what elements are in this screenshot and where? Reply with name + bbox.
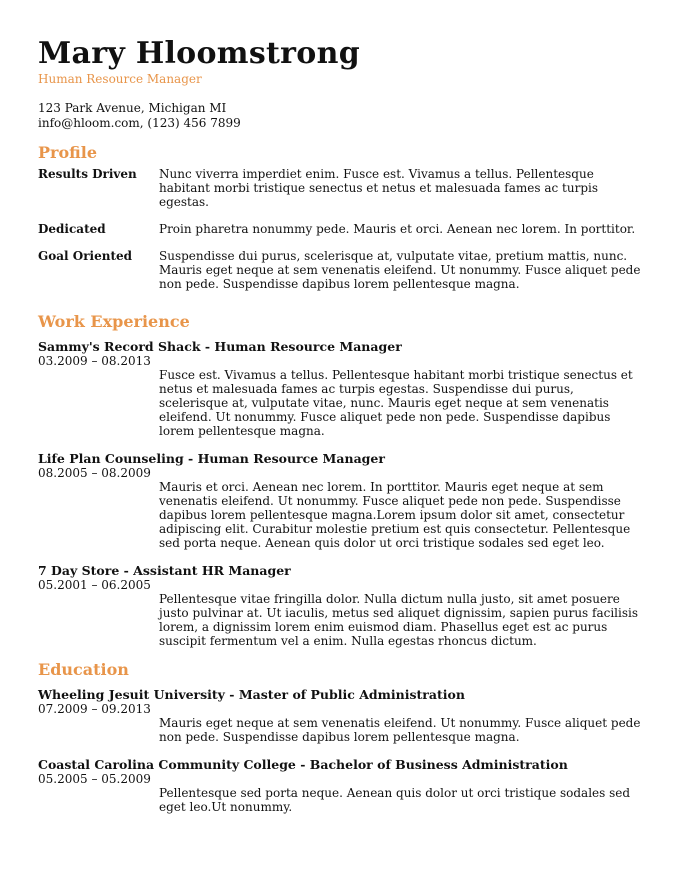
entry-dates: 05.2005 – 05.2009	[38, 772, 151, 786]
work-experience-section	[38, 312, 644, 648]
entry-title: 7 Day Store - Assistant HR Manager	[38, 563, 291, 578]
email-phone: info@hloom.com, (123) 456 7899	[38, 116, 241, 130]
profile-text: Nunc viverra imperdiet enim. Fusce est. Vivamus a tellus. Pellentesque habitant morbi tristique senectus et netus et malesuada fames ac turpis egestas.	[159, 167, 598, 209]
address: 123 Park Avenue, Michigan MI	[38, 101, 227, 115]
resume-name: Mary Hloomstrong	[38, 36, 360, 71]
profile-label: Goal Oriented	[38, 249, 133, 263]
section-title-profile: Profile	[38, 143, 98, 162]
entry-description: Mauris et orci. Aenean nec lorem. In porttitor. Mauris eget neque at sem venenatis eleifend. Ut nonummy. Fusce aliquet pede non pede. Suspendisse dapibus lorem pellentesque magna.Lorem ipsum dolor sit amet, consectetur adipiscing elit. Curabitur molestie pretium est quis consectetur. Pellentesque sed porta neque. Aenean quis dolor ut orci tristique sodales sed eget leo.	[159, 480, 631, 550]
section-title-work: Work Experience	[38, 312, 190, 331]
contact-block	[38, 101, 644, 131]
work-entry	[38, 339, 644, 438]
profile-text: Suspendisse dui purus, scelerisque at, vulputate vitae, pretium mattis, nunc. Mauris eget neque at sem venenatis eleifend. Ut nonummy. Fusce aliquet pede non pede. Suspendisse dapibus lorem pellentesque magna.	[159, 249, 641, 291]
work-entry	[38, 451, 644, 550]
job-title: Human Resource Manager	[38, 72, 202, 86]
work-entry	[38, 563, 644, 648]
entry-description: Pellentesque vitae fringilla dolor. Nulla dictum nulla justo, sit amet posuere justo pulvinar at. Ut iaculis, metus sed aliquet dignissim, sapien purus facilisis lorem, a dignissim lorem enim euismod diam. Phasellus eget est ac purus suscipit fermentum vel a enim. Nulla egestas rhoncus dictum.	[159, 592, 639, 648]
section-title-education: Education	[38, 660, 129, 679]
entry-dates: 03.2009 – 08.2013	[38, 354, 151, 368]
entry-description: Mauris eget neque at sem venenatis eleifend. Ut nonummy. Fusce aliquet pede non pede. Suspendisse dapibus lorem pellentesque magna.	[159, 716, 641, 744]
profile-label: Results Driven	[38, 167, 137, 181]
entry-dates: 05.2001 – 06.2005	[38, 578, 151, 592]
education-entry	[38, 687, 644, 744]
profile-label: Dedicated	[38, 222, 106, 236]
entry-title: Sammy's Record Shack - Human Resource Manager	[38, 339, 402, 354]
education-entry	[38, 757, 644, 814]
profile-section	[38, 143, 644, 291]
profile-item	[38, 249, 644, 291]
entry-title: Coastal Carolina Community College - Bachelor of Business Administration	[38, 757, 568, 772]
profile-item	[38, 167, 644, 209]
profile-text: Proin pharetra nonummy pede. Mauris et orci. Aenean nec lorem. In porttitor.	[159, 222, 636, 236]
entry-dates: 07.2009 – 09.2013	[38, 702, 151, 716]
education-section	[38, 660, 644, 814]
entry-title: Life Plan Counseling - Human Resource Manager	[38, 451, 385, 466]
entry-title: Wheeling Jesuit University - Master of Public Administration	[38, 687, 465, 702]
entry-description: Pellentesque sed porta neque. Aenean quis dolor ut orci tristique sodales sed eget leo.Ut nonummy.	[159, 786, 631, 814]
entry-description: Fusce est. Vivamus a tellus. Pellentesque habitant morbi tristique senectus et netus et malesuada fames ac turpis egestas. Suspendisse dui purus, scelerisque at, vulputate vitae, nunc. Mauris eget neque at sem venenatis eleifend. Ut nonummy. Fusce aliquet pede non pede. Suspendisse dapibus lorem pellentesque magna.	[159, 368, 633, 438]
profile-item	[38, 222, 644, 236]
entry-dates: 08.2005 – 08.2009	[38, 466, 151, 480]
